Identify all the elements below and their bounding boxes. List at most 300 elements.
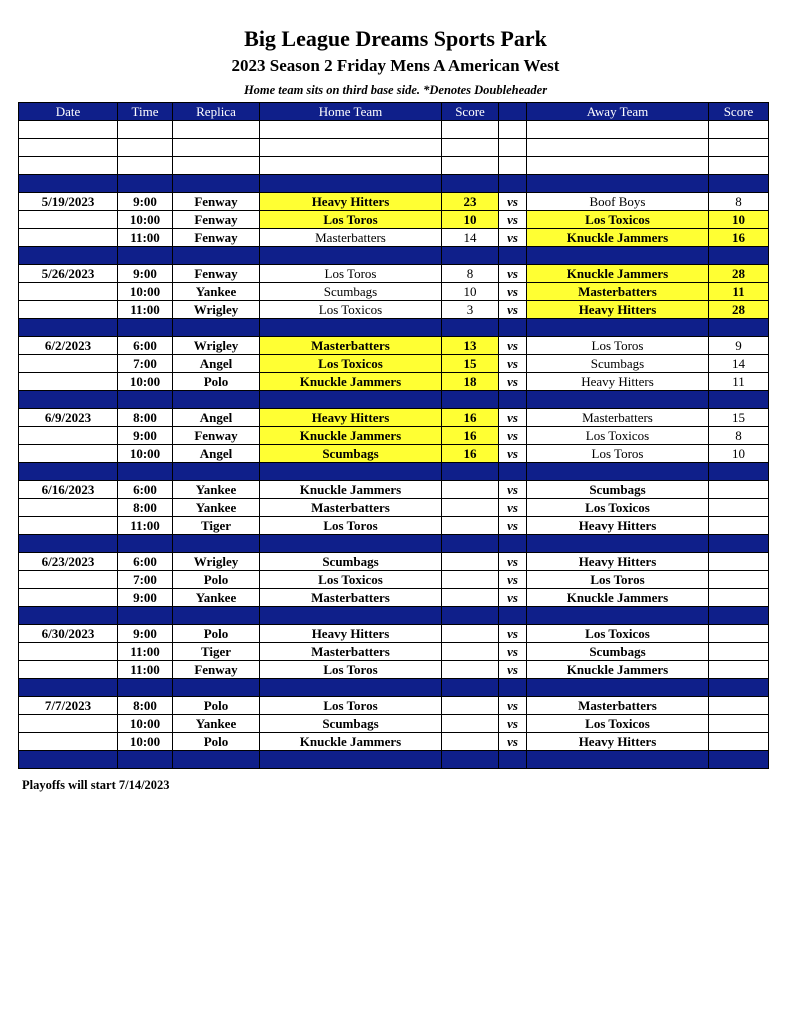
away-score [709, 661, 769, 679]
home-team: Heavy Hitters [260, 409, 442, 427]
home-score: 10 [442, 283, 499, 301]
vs-label: vs [499, 517, 527, 535]
separator-cell [19, 679, 118, 697]
game-row [19, 409, 769, 427]
home-score [442, 697, 499, 715]
empty-cell [173, 139, 260, 157]
separator-cell [527, 679, 709, 697]
separator-cell [527, 463, 709, 481]
separator-cell [499, 535, 527, 553]
separator-cell [118, 391, 173, 409]
empty-cell [499, 139, 527, 157]
away-team: Masterbatters [527, 283, 709, 301]
separator-cell [260, 319, 442, 337]
game-time: 11:00 [118, 517, 173, 535]
game-replica: Polo [173, 625, 260, 643]
home-team: Los Toros [260, 661, 442, 679]
game-time: 7:00 [118, 355, 173, 373]
home-score: 23 [442, 193, 499, 211]
separator-cell [499, 247, 527, 265]
home-team: Knuckle Jammers [260, 427, 442, 445]
game-date [19, 373, 118, 391]
game-row [19, 499, 769, 517]
separator-cell [527, 751, 709, 769]
vs-label: vs [499, 229, 527, 247]
home-team: Masterbatters [260, 229, 442, 247]
empty-cell [118, 121, 173, 139]
home-score: 10 [442, 211, 499, 229]
game-replica: Polo [173, 571, 260, 589]
away-team: Heavy Hitters [527, 517, 709, 535]
vs-label: vs [499, 661, 527, 679]
game-replica: Yankee [173, 589, 260, 607]
away-score [709, 715, 769, 733]
away-score [709, 697, 769, 715]
playoffs-note: Playoffs will start 7/14/2023 [22, 778, 170, 792]
home-score: 3 [442, 301, 499, 319]
away-score: 10 [709, 211, 769, 229]
home-team: Los Toros [260, 697, 442, 715]
separator-cell [173, 463, 260, 481]
game-row [19, 283, 769, 301]
away-score [709, 643, 769, 661]
separator-cell [19, 175, 118, 193]
separator-cell [260, 679, 442, 697]
home-score: 15 [442, 355, 499, 373]
week-separator [19, 679, 769, 697]
away-score: 14 [709, 355, 769, 373]
game-time: 11:00 [118, 301, 173, 319]
game-row [19, 733, 769, 751]
game-row [19, 373, 769, 391]
home-score: 8 [442, 265, 499, 283]
separator-cell [118, 319, 173, 337]
game-time: 8:00 [118, 697, 173, 715]
empty-cell [19, 121, 118, 139]
empty-cell [527, 139, 709, 157]
column-header-replica: Replica [173, 103, 260, 121]
away-score [709, 571, 769, 589]
column-header-home-score: Score [442, 103, 499, 121]
game-time: 9:00 [118, 265, 173, 283]
week-separator [19, 391, 769, 409]
game-date: 6/30/2023 [19, 625, 118, 643]
separator-cell [442, 319, 499, 337]
separator-cell [118, 751, 173, 769]
separator-cell [709, 751, 769, 769]
game-replica: Polo [173, 697, 260, 715]
header-row [19, 103, 769, 121]
blank-row [19, 139, 769, 157]
away-score: 9 [709, 337, 769, 355]
game-replica: Yankee [173, 499, 260, 517]
game-date [19, 733, 118, 751]
empty-cell [709, 121, 769, 139]
game-date [19, 211, 118, 229]
game-replica: Yankee [173, 481, 260, 499]
vs-label: vs [499, 211, 527, 229]
separator-cell [527, 607, 709, 625]
game-time: 9:00 [118, 427, 173, 445]
blank-row [19, 121, 769, 139]
game-date: 5/26/2023 [19, 265, 118, 283]
empty-cell [442, 121, 499, 139]
seating-note: Home team sits on third base side. *Denotes Doubleheader [243, 83, 548, 97]
game-date [19, 661, 118, 679]
separator-cell [499, 751, 527, 769]
home-team: Scumbags [260, 715, 442, 733]
home-team: Los Toxicos [260, 571, 442, 589]
separator-cell [260, 607, 442, 625]
away-score [709, 589, 769, 607]
away-team: Los Toxicos [527, 499, 709, 517]
separator-cell [709, 607, 769, 625]
home-score: 14 [442, 229, 499, 247]
home-team: Los Toros [260, 265, 442, 283]
away-score [709, 517, 769, 535]
away-team: Knuckle Jammers [527, 661, 709, 679]
separator-cell [260, 751, 442, 769]
separator-cell [19, 751, 118, 769]
vs-label: vs [499, 337, 527, 355]
game-date [19, 283, 118, 301]
separator-cell [118, 463, 173, 481]
away-score: 15 [709, 409, 769, 427]
separator-cell [499, 319, 527, 337]
home-team: Knuckle Jammers [260, 733, 442, 751]
away-score [709, 481, 769, 499]
vs-label: vs [499, 643, 527, 661]
home-score [442, 589, 499, 607]
separator-cell [442, 751, 499, 769]
vs-label: vs [499, 733, 527, 751]
game-date: 6/16/2023 [19, 481, 118, 499]
away-team: Los Toxicos [527, 211, 709, 229]
game-date [19, 499, 118, 517]
game-replica: Fenway [173, 229, 260, 247]
week-separator [19, 607, 769, 625]
away-score: 16 [709, 229, 769, 247]
empty-cell [173, 121, 260, 139]
game-time: 10:00 [118, 733, 173, 751]
game-time: 10:00 [118, 283, 173, 301]
away-team: Heavy Hitters [527, 373, 709, 391]
home-score: 18 [442, 373, 499, 391]
empty-cell [19, 157, 118, 175]
vs-label: vs [499, 571, 527, 589]
away-team: Los Toros [527, 337, 709, 355]
game-date [19, 517, 118, 535]
vs-label: vs [499, 427, 527, 445]
game-date [19, 427, 118, 445]
game-time: 6:00 [118, 337, 173, 355]
separator-cell [442, 247, 499, 265]
vs-label: vs [499, 373, 527, 391]
separator-cell [173, 319, 260, 337]
game-row [19, 481, 769, 499]
schedule-table [18, 102, 769, 769]
week-separator [19, 535, 769, 553]
game-time: 11:00 [118, 661, 173, 679]
game-date: 5/19/2023 [19, 193, 118, 211]
home-team: Masterbatters [260, 643, 442, 661]
game-date [19, 445, 118, 463]
game-replica: Tiger [173, 517, 260, 535]
away-score: 8 [709, 427, 769, 445]
home-team: Los Toros [260, 517, 442, 535]
away-team: Knuckle Jammers [527, 589, 709, 607]
game-row [19, 715, 769, 733]
game-replica: Wrigley [173, 301, 260, 319]
separator-cell [173, 535, 260, 553]
away-team: Boof Boys [527, 193, 709, 211]
game-time: 6:00 [118, 481, 173, 499]
empty-cell [499, 157, 527, 175]
home-score [442, 517, 499, 535]
game-time: 7:00 [118, 571, 173, 589]
separator-cell [442, 535, 499, 553]
home-score [442, 661, 499, 679]
column-header-away-team: Away Team [527, 103, 709, 121]
home-team: Masterbatters [260, 337, 442, 355]
game-time: 6:00 [118, 553, 173, 571]
schedule-body [19, 121, 769, 769]
game-row [19, 193, 769, 211]
game-row [19, 643, 769, 661]
separator-cell [527, 175, 709, 193]
home-score: 16 [442, 445, 499, 463]
game-row [19, 661, 769, 679]
home-team: Scumbags [260, 553, 442, 571]
game-date: 6/2/2023 [19, 337, 118, 355]
home-score: 16 [442, 409, 499, 427]
separator-cell [260, 391, 442, 409]
separator-cell [118, 175, 173, 193]
game-replica: Angel [173, 445, 260, 463]
away-team: Knuckle Jammers [527, 229, 709, 247]
separator-cell [442, 175, 499, 193]
away-team: Heavy Hitters [527, 301, 709, 319]
away-team: Knuckle Jammers [527, 265, 709, 283]
vs-label: vs [499, 499, 527, 517]
away-team: Los Toxicos [527, 625, 709, 643]
separator-cell [527, 319, 709, 337]
away-score: 8 [709, 193, 769, 211]
vs-label: vs [499, 301, 527, 319]
away-team: Los Toros [527, 571, 709, 589]
game-date [19, 715, 118, 733]
empty-cell [19, 139, 118, 157]
home-team: Knuckle Jammers [260, 481, 442, 499]
separator-cell [260, 463, 442, 481]
game-date: 7/7/2023 [19, 697, 118, 715]
game-time: 10:00 [118, 715, 173, 733]
game-row [19, 625, 769, 643]
game-row [19, 571, 769, 589]
week-separator [19, 247, 769, 265]
separator-cell [260, 535, 442, 553]
game-replica: Fenway [173, 427, 260, 445]
game-time: 9:00 [118, 193, 173, 211]
game-row [19, 265, 769, 283]
home-team: Masterbatters [260, 499, 442, 517]
separator-cell [118, 679, 173, 697]
separator-cell [260, 247, 442, 265]
empty-cell [260, 139, 442, 157]
separator-cell [19, 247, 118, 265]
separator-cell [499, 391, 527, 409]
vs-label: vs [499, 715, 527, 733]
separator-cell [173, 607, 260, 625]
away-score: 28 [709, 301, 769, 319]
game-row [19, 517, 769, 535]
away-score [709, 733, 769, 751]
separator-cell [709, 391, 769, 409]
column-header-away-score: Score [709, 103, 769, 121]
separator-cell [499, 175, 527, 193]
home-score [442, 481, 499, 499]
game-replica: Angel [173, 355, 260, 373]
away-team: Heavy Hitters [527, 553, 709, 571]
game-replica: Polo [173, 373, 260, 391]
vs-label: vs [499, 265, 527, 283]
game-date [19, 355, 118, 373]
separator-cell [118, 247, 173, 265]
separator-cell [499, 679, 527, 697]
empty-cell [709, 157, 769, 175]
home-score: 16 [442, 427, 499, 445]
game-date: 6/23/2023 [19, 553, 118, 571]
away-score [709, 553, 769, 571]
week-separator [19, 319, 769, 337]
vs-label: vs [499, 625, 527, 643]
away-team: Los Toxicos [527, 715, 709, 733]
separator-cell [118, 607, 173, 625]
empty-cell [527, 121, 709, 139]
game-time: 10:00 [118, 445, 173, 463]
home-score [442, 571, 499, 589]
game-row [19, 301, 769, 319]
empty-cell [260, 157, 442, 175]
column-header-vs [499, 103, 527, 121]
game-replica: Tiger [173, 643, 260, 661]
game-replica: Wrigley [173, 337, 260, 355]
empty-cell [709, 139, 769, 157]
column-header-date: Date [19, 103, 118, 121]
away-score [709, 499, 769, 517]
separator-cell [709, 679, 769, 697]
game-row [19, 445, 769, 463]
game-replica: Yankee [173, 283, 260, 301]
separator-cell [709, 463, 769, 481]
away-score: 10 [709, 445, 769, 463]
separator-cell [173, 679, 260, 697]
game-time: 9:00 [118, 625, 173, 643]
game-replica: Yankee [173, 715, 260, 733]
game-date [19, 301, 118, 319]
game-time: 10:00 [118, 373, 173, 391]
home-team: Los Toxicos [260, 301, 442, 319]
game-time: 10:00 [118, 211, 173, 229]
page-subtitle: 2023 Season 2 Friday Mens A American West [231, 56, 560, 75]
home-team: Heavy Hitters [260, 625, 442, 643]
game-date [19, 643, 118, 661]
separator-cell [527, 247, 709, 265]
empty-cell [442, 157, 499, 175]
separator-cell [442, 607, 499, 625]
away-team: Scumbags [527, 355, 709, 373]
column-header-time: Time [118, 103, 173, 121]
away-team: Heavy Hitters [527, 733, 709, 751]
home-team: Los Toros [260, 211, 442, 229]
game-replica: Polo [173, 733, 260, 751]
game-date: 6/9/2023 [19, 409, 118, 427]
page-title: Big League Dreams Sports Park [244, 26, 547, 51]
game-row [19, 211, 769, 229]
away-team: Los Toxicos [527, 427, 709, 445]
game-time: 8:00 [118, 409, 173, 427]
away-score: 11 [709, 373, 769, 391]
home-score: 13 [442, 337, 499, 355]
separator-cell [527, 391, 709, 409]
empty-cell [499, 121, 527, 139]
separator-cell [173, 751, 260, 769]
separator-cell [173, 247, 260, 265]
separator-cell [260, 175, 442, 193]
home-score [442, 643, 499, 661]
home-score [442, 715, 499, 733]
separator-cell [19, 319, 118, 337]
home-team: Masterbatters [260, 589, 442, 607]
game-replica: Fenway [173, 211, 260, 229]
separator-cell [19, 463, 118, 481]
separator-cell [709, 319, 769, 337]
week-separator [19, 463, 769, 481]
away-score: 28 [709, 265, 769, 283]
home-team: Scumbags [260, 445, 442, 463]
vs-label: vs [499, 445, 527, 463]
game-time: 11:00 [118, 643, 173, 661]
home-team: Knuckle Jammers [260, 373, 442, 391]
game-date [19, 571, 118, 589]
separator-cell [118, 535, 173, 553]
game-row [19, 355, 769, 373]
away-score [709, 625, 769, 643]
game-time: 8:00 [118, 499, 173, 517]
game-row [19, 337, 769, 355]
game-replica: Fenway [173, 265, 260, 283]
vs-label: vs [499, 355, 527, 373]
game-replica: Angel [173, 409, 260, 427]
vs-label: vs [499, 589, 527, 607]
separator-cell [19, 607, 118, 625]
column-header-home-team: Home Team [260, 103, 442, 121]
away-team: Masterbatters [527, 409, 709, 427]
separator-cell [709, 535, 769, 553]
away-team: Los Toros [527, 445, 709, 463]
empty-cell [442, 139, 499, 157]
separator-cell [527, 535, 709, 553]
separator-cell [442, 463, 499, 481]
separator-cell [499, 463, 527, 481]
separator-cell [19, 391, 118, 409]
vs-label: vs [499, 481, 527, 499]
vs-label: vs [499, 409, 527, 427]
week-separator [19, 175, 769, 193]
separator-cell [709, 175, 769, 193]
away-team: Scumbags [527, 481, 709, 499]
away-score: 11 [709, 283, 769, 301]
